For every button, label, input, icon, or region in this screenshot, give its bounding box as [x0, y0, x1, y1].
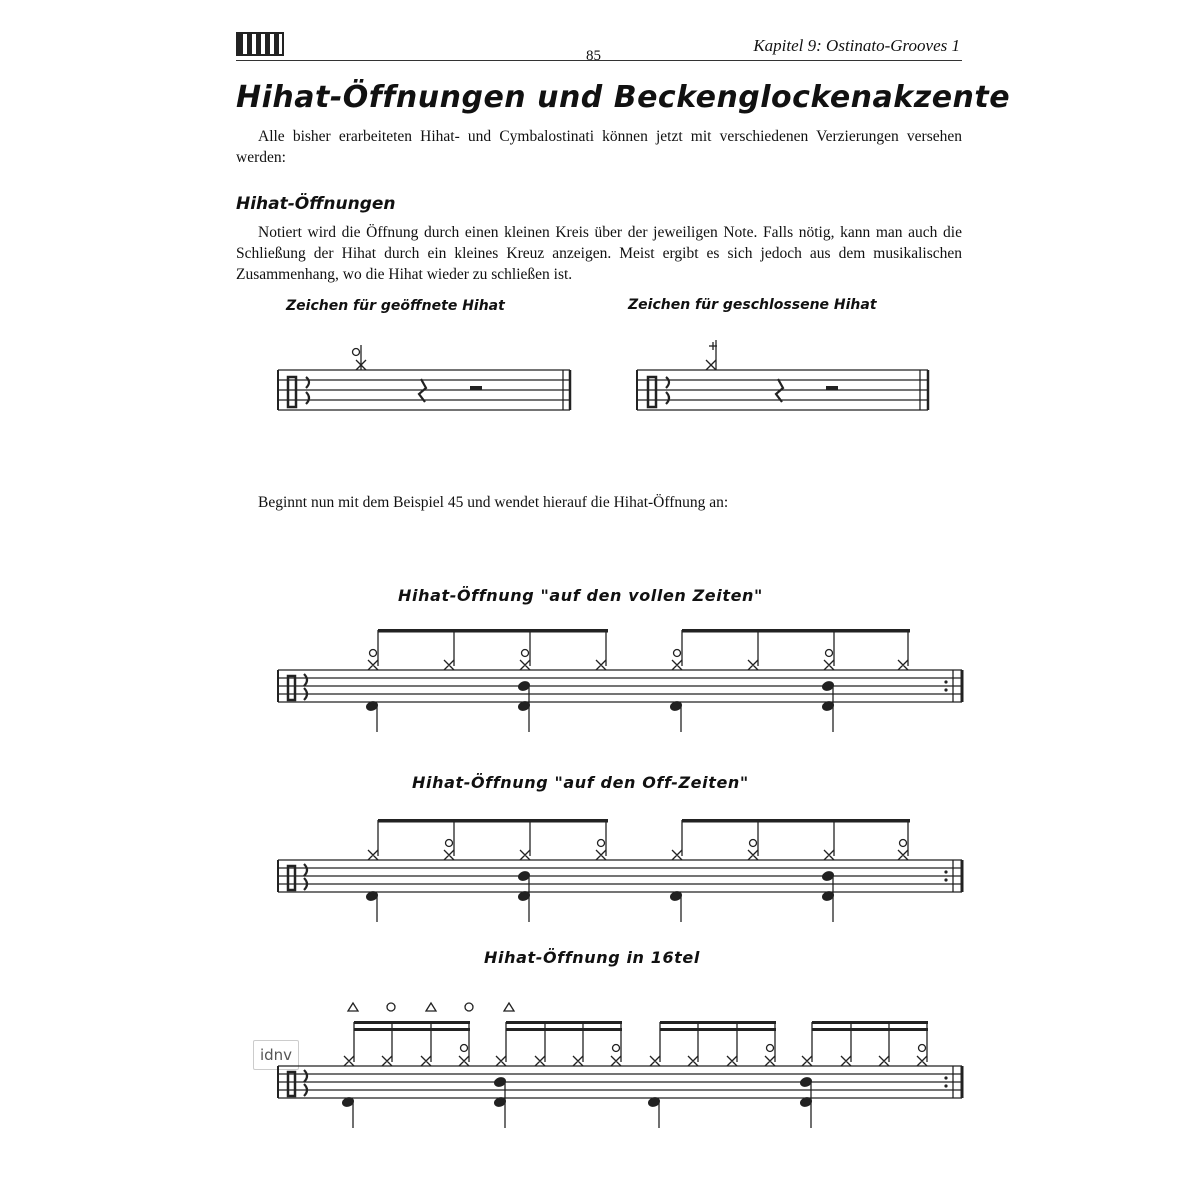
- chapter-heading: Kapitel 9: Ostinato-Grooves 1: [753, 36, 960, 55]
- section-paragraph: Notiert wird die Öffnung durch einen kleinen Kreis über der jeweiligen Note. Falls nötig, kann man auch die Schließung der Hihat durch ein kleines Kreuz anzeigen. Meist ergibt es sich jedoch aus dem musikalischen Zusammenhang, wo die Hihat wieder zu schließen ist.: [236, 224, 962, 283]
- label-open-hihat: Zeichen für geöffnete Hihat: [286, 298, 505, 314]
- label-closed-hihat: Zeichen für geschlossene Hihat: [628, 297, 877, 313]
- instruction-text: Beginnt nun mit dem Beispiel 45 und wendet hierauf die Hihat-Öffnung an:: [258, 494, 729, 511]
- notation-open-hihat: [278, 345, 570, 410]
- notation-closed-hihat: [637, 340, 928, 410]
- section-subtitle: Hihat-Öffnungen: [236, 194, 396, 214]
- page-number: 85: [586, 48, 601, 64]
- notation-example-3: [278, 1003, 962, 1128]
- example-2-title: Hihat-Öffnung "auf den Off-Zeiten": [412, 773, 749, 792]
- page-title: Hihat-Öffnungen und Beckenglockenakzente: [236, 80, 1011, 115]
- watermark-badge: idnv: [253, 1040, 299, 1070]
- example-1-title: Hihat-Öffnung "auf den vollen Zeiten": [398, 586, 763, 605]
- notation-example-1: [278, 629, 962, 732]
- example-3-title: Hihat-Öffnung in 16tel: [484, 948, 700, 967]
- intro-paragraph: Alle bisher erarbeiteten Hihat- und Cymbalostinati können jetzt mit verschiedenen Verzierungen versehen werden:: [236, 128, 962, 166]
- notation-example-2: [278, 819, 962, 922]
